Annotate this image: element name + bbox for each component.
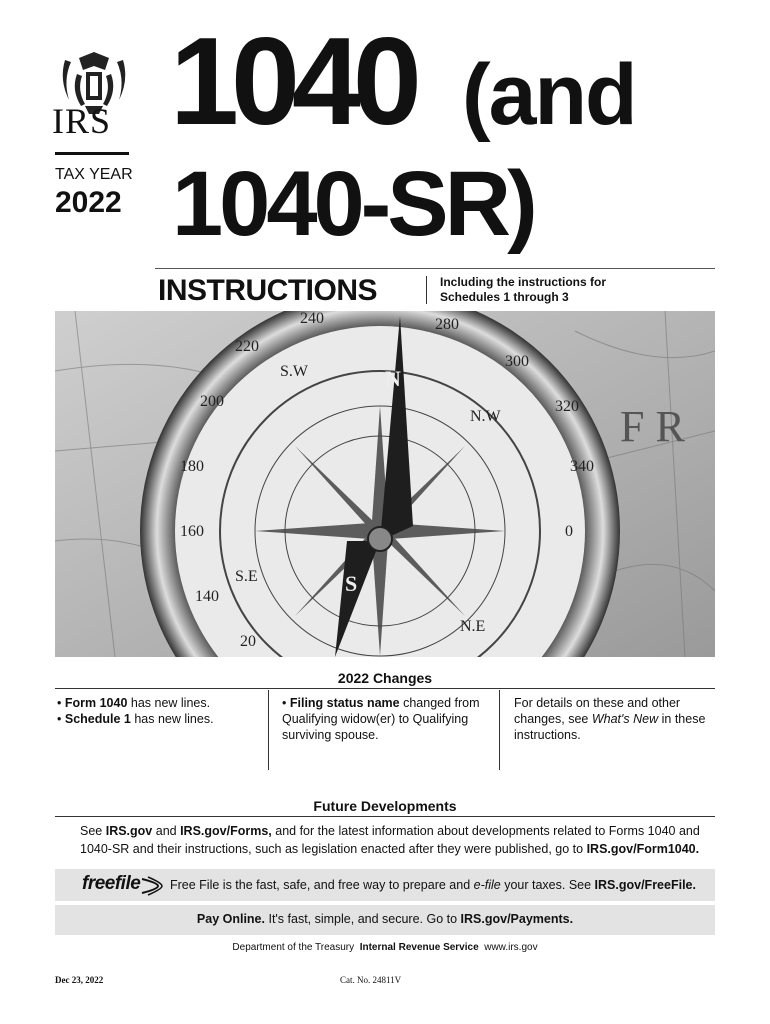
department-line: Department of the Treasury Internal Revenue Service www.irs.gov bbox=[232, 942, 538, 953]
freefile-swoosh-icon bbox=[140, 875, 164, 897]
changes-column-1 bbox=[57, 695, 257, 727]
changes-title: 2022 Changes bbox=[337, 670, 433, 686]
irs-gov-link[interactable]: IRS.gov bbox=[105, 824, 153, 838]
payments-link[interactable]: IRS.gov/Payments. bbox=[460, 912, 574, 926]
compass-deg-0: 0 bbox=[565, 523, 573, 540]
change-item: • Form 1040 has new lines. bbox=[57, 696, 211, 710]
instructions-subtitle-line1: Including the instructions for bbox=[440, 275, 606, 289]
compass-nw: N.W bbox=[470, 408, 501, 425]
change-item: • Schedule 1 has new lines. bbox=[57, 712, 214, 726]
form-number: 1040 bbox=[170, 13, 414, 151]
compass-n: N bbox=[385, 366, 401, 391]
changes-column-2 bbox=[282, 695, 487, 743]
compass-deg-300: 300 bbox=[505, 353, 529, 370]
future-rule bbox=[55, 816, 715, 817]
catalog-number: Cat. No. 24811V bbox=[340, 975, 402, 985]
compass-se: S.E bbox=[235, 568, 258, 585]
instructions-separator bbox=[426, 276, 427, 304]
instructions-subtitle-line2: Schedules 1 through 3 bbox=[440, 290, 569, 304]
irs-url[interactable]: www.irs.gov bbox=[484, 942, 538, 953]
freefile-logo: freefile bbox=[82, 873, 141, 894]
instructions-title: INSTRUCTIONS bbox=[158, 274, 377, 307]
logo-divider bbox=[55, 152, 129, 155]
compass-deg-140: 140 bbox=[195, 588, 219, 605]
tax-year-value: 2022 bbox=[55, 186, 122, 219]
compass-deg-280: 280 bbox=[435, 316, 459, 333]
compass-deg-340: 340 bbox=[570, 458, 594, 475]
compass-sw: S.W bbox=[280, 363, 308, 380]
change-item: • Filing status name changed from Qualifying widow(er) to Qualifying surviving spouse. bbox=[282, 696, 480, 742]
publication-date: Dec 23, 2022 bbox=[55, 975, 104, 985]
column-divider bbox=[268, 690, 269, 770]
map-letters: F R bbox=[620, 402, 685, 451]
compass-illustration bbox=[55, 311, 715, 657]
compass-ne: N.E bbox=[460, 618, 486, 635]
future-developments-title: Future Developments bbox=[313, 798, 457, 814]
form-and: (and bbox=[462, 47, 636, 143]
compass-deg-160: 160 bbox=[180, 523, 204, 540]
irs-forms-link[interactable]: IRS.gov/Forms, bbox=[180, 824, 272, 838]
instructions-subtitle bbox=[440, 275, 606, 305]
freefile-link[interactable]: IRS.gov/FreeFile. bbox=[594, 878, 696, 892]
form-sr: 1040-SR) bbox=[172, 153, 534, 255]
compass-deg-240: 240 bbox=[300, 311, 324, 327]
compass-deg-180: 180 bbox=[180, 458, 204, 475]
column-divider bbox=[499, 690, 500, 770]
compass-photo bbox=[55, 311, 715, 657]
tax-year-label: TAX YEAR bbox=[55, 166, 133, 183]
compass-deg-320: 320 bbox=[555, 398, 579, 415]
compass-deg-220: 220 bbox=[235, 338, 259, 355]
compass-deg-20: 20 bbox=[240, 633, 256, 650]
changes-column-3: For details on these and other changes, see What's New in these instructions. bbox=[514, 696, 706, 742]
irs-form1040-link[interactable]: IRS.gov/Form1040. bbox=[586, 842, 700, 856]
changes-rule bbox=[55, 688, 715, 689]
compass-deg-200: 200 bbox=[200, 393, 224, 410]
header-rule bbox=[155, 268, 715, 269]
future-developments-text: See IRS.gov and IRS.gov/Forms, and for the latest information about developments related to Forms 1040 and 1040-SR and their instructions, such as legislation enacted after they were published, go to IRS.gov/Form1040. bbox=[80, 824, 700, 856]
pay-online-text: Pay Online. It's fast, simple, and secure. Go to IRS.gov/Payments. bbox=[196, 912, 574, 926]
irs-logo-text: IRS bbox=[52, 101, 112, 141]
freefile-text: Free File is the fast, safe, and free way to prepare and e-file your taxes. See IRS.gov/FreeFile. bbox=[170, 878, 696, 892]
compass-s: S bbox=[345, 571, 358, 596]
